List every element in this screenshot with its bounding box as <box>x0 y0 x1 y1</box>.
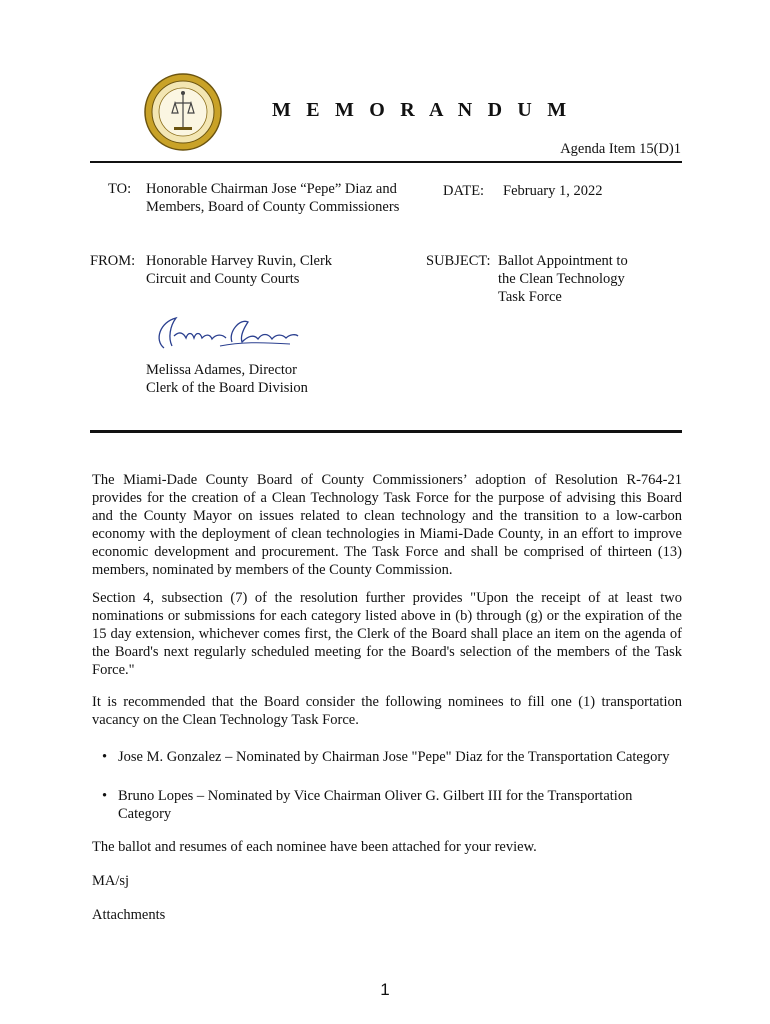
agenda-item: Agenda Item 15(D)1 <box>560 141 681 157</box>
from-sender <box>146 252 332 288</box>
paragraph-section-4: Section 4, subsection (7) of the resolution further provides "Upon the receipt of at least two nominations or submissions for each category listed above in (b) through (g) or the expiration of the 15 day extension, whichever comes first, the Clerk of the Board shall place an item on the agenda of the Board's next regularly scheduled meeting for the Board's selection of the members of the Task Force." <box>92 590 682 678</box>
nominee-item: Jose M. Gonzalez – Nominated by Chairman Jose "Pepe" Diaz for the Transportation Category <box>118 749 670 765</box>
signatory-name: Melissa Adames, Director <box>146 362 298 378</box>
bullet-icon: • <box>102 788 108 804</box>
attachments-label: Attachments <box>92 907 166 923</box>
nominee-item: Bruno Lopes – Nominated by Vice Chairman Oliver G. Gilbert III for the Transportation Category <box>118 788 633 822</box>
to-recipient <box>146 180 399 216</box>
from-line-1: Honorable Harvey Ruvin, Clerk <box>146 253 333 269</box>
memorandum-title: M E M O R A N D U M <box>272 99 572 121</box>
county-seal-icon <box>144 73 222 151</box>
body-divider <box>90 430 682 433</box>
initials: MA/sj <box>92 873 130 889</box>
from-label: FROM: <box>90 253 136 269</box>
paragraph-resolution: The Miami-Dade County Board of County Commissioners’ adoption of Resolution R-764-21 provides for the creation of a Clean Technology Task Force for the purpose of advising this Board and the County Mayor on issues related to clean technology and the transition to a low-carbon economy with the deployment of clean technologies in Miami-Dade County, in an effort to improve economic development and procurement. The Task Force and shall be comprised of thirteen (13) members, nominated by members of the County Commission. <box>92 472 682 578</box>
subject-label: SUBJECT: <box>426 253 491 269</box>
signatory-block <box>146 361 308 397</box>
paragraph-attached-note: The ballot and resumes of each nominee have been attached for your review. <box>92 839 537 855</box>
handwritten-signature-icon <box>150 312 300 354</box>
date-label: DATE: <box>443 183 485 199</box>
header-divider <box>90 161 682 163</box>
subject-value <box>498 252 628 306</box>
subject-line-1: Ballot Appointment to <box>498 253 628 269</box>
from-line-2: Circuit and County Courts <box>146 271 300 287</box>
paragraph-recommendation: It is recommended that the Board consider the following nominees to fill one (1) transportation vacancy on the Clean Technology Task Force. <box>92 694 682 728</box>
subject-line-3: Task Force <box>498 289 562 305</box>
signatory-division: Clerk of the Board Division <box>146 380 308 396</box>
to-line-2: Members, Board of County Commissioners <box>146 199 400 215</box>
to-line-1: Honorable Chairman Jose “Pepe” Diaz and <box>146 181 397 197</box>
subject-line-2: the Clean Technology <box>498 271 625 287</box>
bullet-icon: • <box>102 749 108 765</box>
date-value: February 1, 2022 <box>503 183 603 199</box>
to-label: TO: <box>108 181 132 197</box>
page-number: 1 <box>380 980 390 999</box>
